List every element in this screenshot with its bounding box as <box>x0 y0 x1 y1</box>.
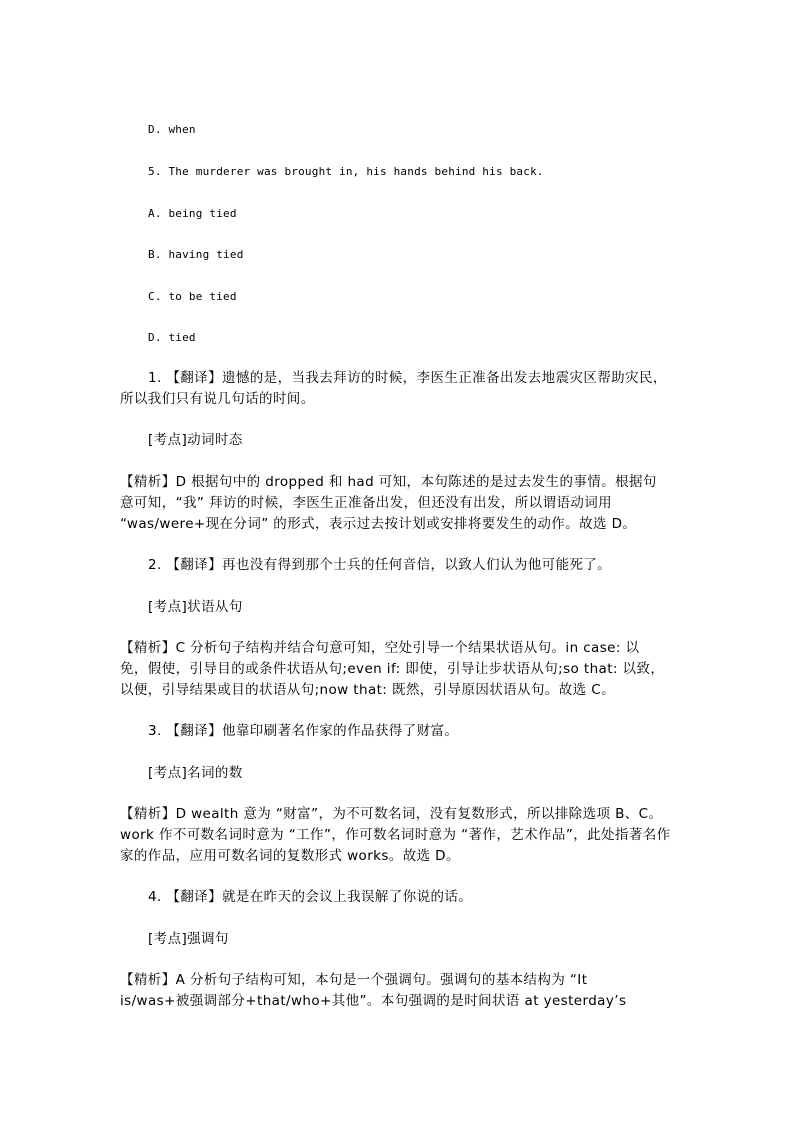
answer-4-point: [考点]强调句 <box>148 931 229 947</box>
option-b: B. having tied <box>148 248 244 261</box>
answer-2-analysis: 【精析】C 分析句子结构并结合句意可知，空处引导一个结果状语从句。in case: 以 <box>120 640 640 656</box>
answer-3-analysis: 【精析】D wealth 意为 “财富”，为不可数名词，没有复数形式，所以排除选项 B、C。 <box>120 806 663 822</box>
option-c: C. to be tied <box>148 290 237 303</box>
answer-1-analysis-cont2: “was/were+现在分词” 的形式，表示过去按计划或安排将要发生的动作。故选 D。 <box>120 516 637 532</box>
answer-3-analysis-cont2: 家的作品，应用可数名词的复数形式 works。故选 D。 <box>120 848 460 864</box>
option-d-when: D. when <box>148 123 196 136</box>
question-5: 5. The murderer was brought in, his hands behind his back. <box>148 165 544 178</box>
answer-3-point: [考点]名词的数 <box>148 765 243 781</box>
answer-3-analysis-cont1: work 作不可数名词时意为 “工作”，作可数名词时意为 “著作，艺术作品”，此处指著名作 <box>120 827 671 843</box>
answer-1-analysis: 【精析】D 根据句中的 dropped 和 had 可知，本句陈述的是过去发生的事情。根据句 <box>120 474 657 490</box>
answer-1-translation: 1. 【翻译】遗憾的是，当我去拜访的时候，李医生正准备出发去地震灾区帮助灾民， <box>148 370 667 386</box>
answer-4-translation: 4. 【翻译】就是在昨天的会议上我误解了你说的话。 <box>148 889 473 905</box>
answer-4-analysis-cont1: is/was+被强调部分+that/who+其他”。本句强调的是时间状语 at yesterday’s <box>120 993 627 1009</box>
option-d-tied: D. tied <box>148 331 196 344</box>
answer-2-analysis-cont1: 免，假使，引导目的或条件状语从句;even if: 即使，引导让步状语从句;so that: 以致， <box>120 661 665 677</box>
option-a: A. being tied <box>148 207 237 220</box>
answer-2-translation: 2. 【翻译】再也没有得到那个士兵的任何音信，以致人们认为他可能死了。 <box>148 557 612 573</box>
answer-1-translation-cont: 所以我们只有说几句话的时间。 <box>120 391 315 407</box>
answer-1-point: [考点]动词时态 <box>148 432 243 448</box>
answer-2-analysis-cont2: 以便，引导结果或目的状语从句;now that: 既然，引导原因状语从句。故选 C。 <box>120 682 615 698</box>
answer-4-analysis: 【精析】A 分析句子结构可知，本句是一个强调句。强调句的基本结构为 “It <box>120 972 588 988</box>
answer-2-point: [考点]状语从句 <box>148 599 243 615</box>
answer-3-translation: 3. 【翻译】他靠印刷著名作家的作品获得了财富。 <box>148 723 459 739</box>
answer-1-analysis-cont1: 意可知，“我” 拜访的时候，李医生正准备出发，但还没有出发，所以谓语动词用 <box>120 495 613 511</box>
